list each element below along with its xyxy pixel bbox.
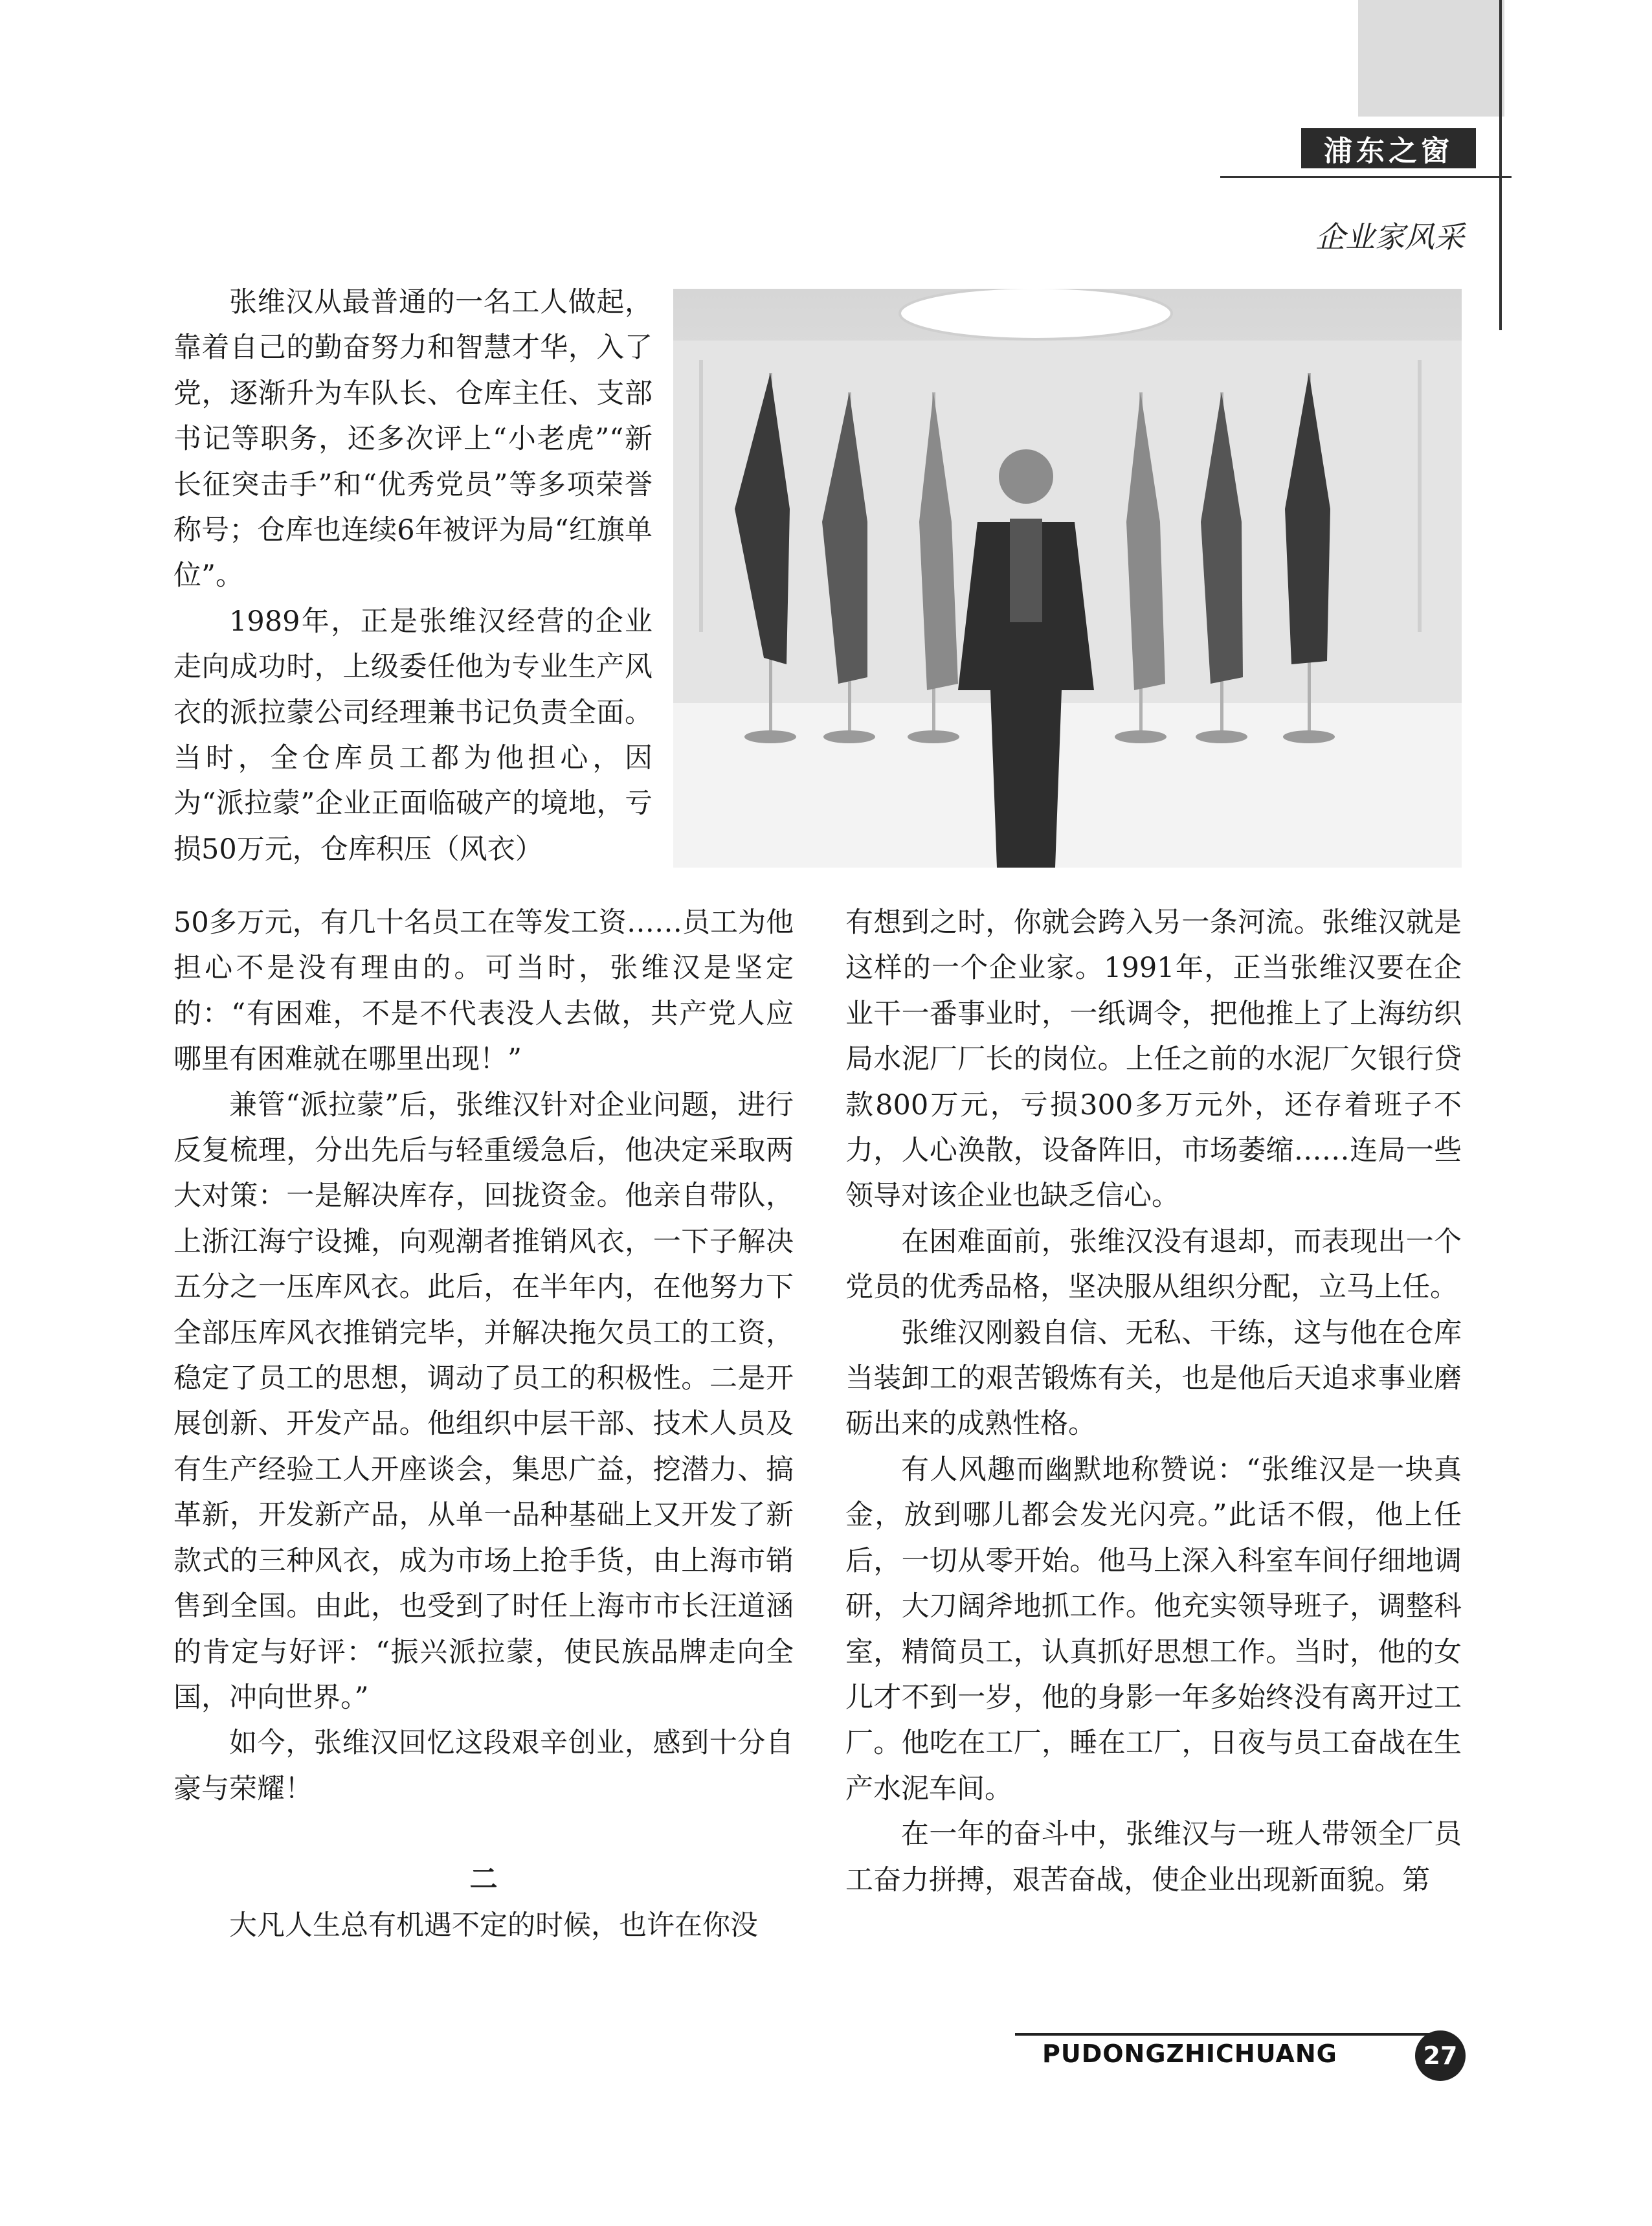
- article-column-right: [845, 900, 1462, 1903]
- masthead-label: 浦东之窗: [1301, 128, 1476, 168]
- paragraph: 有想到之时，你就会跨入另一条河流。张维汉就是这样的一个企业家。1991年，正当张维汉要在企业干一番事业时，一纸调令，把他推上了上海纺织局水泥厂厂长的岗位。上任之前的水泥厂欠银行贷款800万元，亏损300多万元外，还存着班子不力，人心涣散，设备阵旧，市场萎缩……连局一些领导对该企业也缺乏信心。: [845, 906, 1462, 1213]
- header-horizontal-rule: [1220, 176, 1512, 178]
- footer-magazine-name: PUDONGZHICHUANG: [1042, 2040, 1337, 2068]
- header-vertical-rule: [1499, 0, 1502, 330]
- paragraph: 50多万元，有几十名员工在等发工资……员工为他担心不是没有理由的。可当时，张维汉是坚定的：“有困难，不是不代表没人去做，共产党人应哪里有困难就在哪里出现！”: [173, 906, 794, 1076]
- section-heading: 二: [469, 1863, 498, 1896]
- portrait-photo: [673, 289, 1462, 868]
- header-corner-block: [1358, 0, 1504, 117]
- article-column-left-bottom: [173, 900, 794, 1948]
- page-number: 27: [1415, 2030, 1466, 2081]
- paragraph: 1989年，正是张维汉经营的企业走向成功时，上级委任他为专业生产风衣的派拉蒙公司经理兼书记负责全面。当时，全仓库员工都为他担心，因为“派拉蒙”企业正面临破产的境地，亏损50万元，仓库积压（风衣）: [173, 605, 653, 866]
- paragraph: 张维汉刚毅自信、无私、干练，这与他在仓库当装卸工的艰苦锻炼有关，也是他后天追求事业磨砺出来的成熟性格。: [845, 1316, 1462, 1441]
- paragraph: 在一年的奋斗中，张维汉与一班人带领全厂员工奋力拼搏，艰苦奋战，使企业出现新面貌。第: [845, 1818, 1462, 1896]
- paragraph: 张维汉从最普通的一名工人做起，靠着自己的勤奋努力和智慧才华，入了党，逐渐升为车队长、仓库主任、支部书记等职务，还多次评上“小老虎”“新长征突击手”和“优秀党员”等多项荣誉称号；仓库也连续6年被评为局“红旗单位”。: [173, 286, 653, 592]
- section-title: 企业家风采: [1315, 219, 1464, 254]
- photo-illustration: [673, 289, 1462, 868]
- paragraph: 在困难面前，张维汉没有退却，而表现出一个党员的优秀品格，坚决服从组织分配，立马上任。: [845, 1225, 1462, 1304]
- paragraph: 如今，张维汉回忆这段艰辛创业，感到十分自豪与荣耀！: [173, 1727, 794, 1805]
- paragraph: 兼管“派拉蒙”后，张维汉针对企业问题，进行反复梳理，分出先后与轻重缓急后，他决定采取两大对策：一是解决库存，回拢资金。他亲自带队，上浙江海宁设摊，向观潮者推销风衣，一下子解决五分之一压库风衣。此后，在半年内，在他努力下全部压库风衣推销完毕，并解决拖欠员工的工资，稳定了员工的思想，调动了员工的积极性。二是开展创新、开发产品。他组织中层干部、技术人员及有生产经验工人开座谈会，集思广益，挖潜力、搞革新，开发新产品，从单一品种基础上又开发了新款式的三种风衣，成为市场上抢手货，由上海市销售到全国。由此，也受到了时任上海市市长汪道涵的肯定与好评：“振兴派拉蒙，使民族品牌走向全国，冲向世界。”: [173, 1088, 794, 1714]
- article-column-left-top: [173, 280, 653, 872]
- footer-rule: [1015, 2033, 1442, 2036]
- paragraph: 有人风趣而幽默地称赞说：“张维汉是一块真金，放到哪儿都会发光闪亮。”此话不假，他上任后，一切从零开始。他马上深入科室车间仔细地调研，大刀阔斧地抓工作。他充实领导班子，调整科室，精简员工，认真抓好思想工作。当时，他的女儿才不到一岁，他的身影一年多始终没有离开过工厂。他吃在工厂，睡在工厂，日夜与员工奋战在生产水泥车间。: [845, 1453, 1462, 1805]
- paragraph: 大凡人生总有机遇不定的时候，也许在你没: [229, 1909, 758, 1942]
